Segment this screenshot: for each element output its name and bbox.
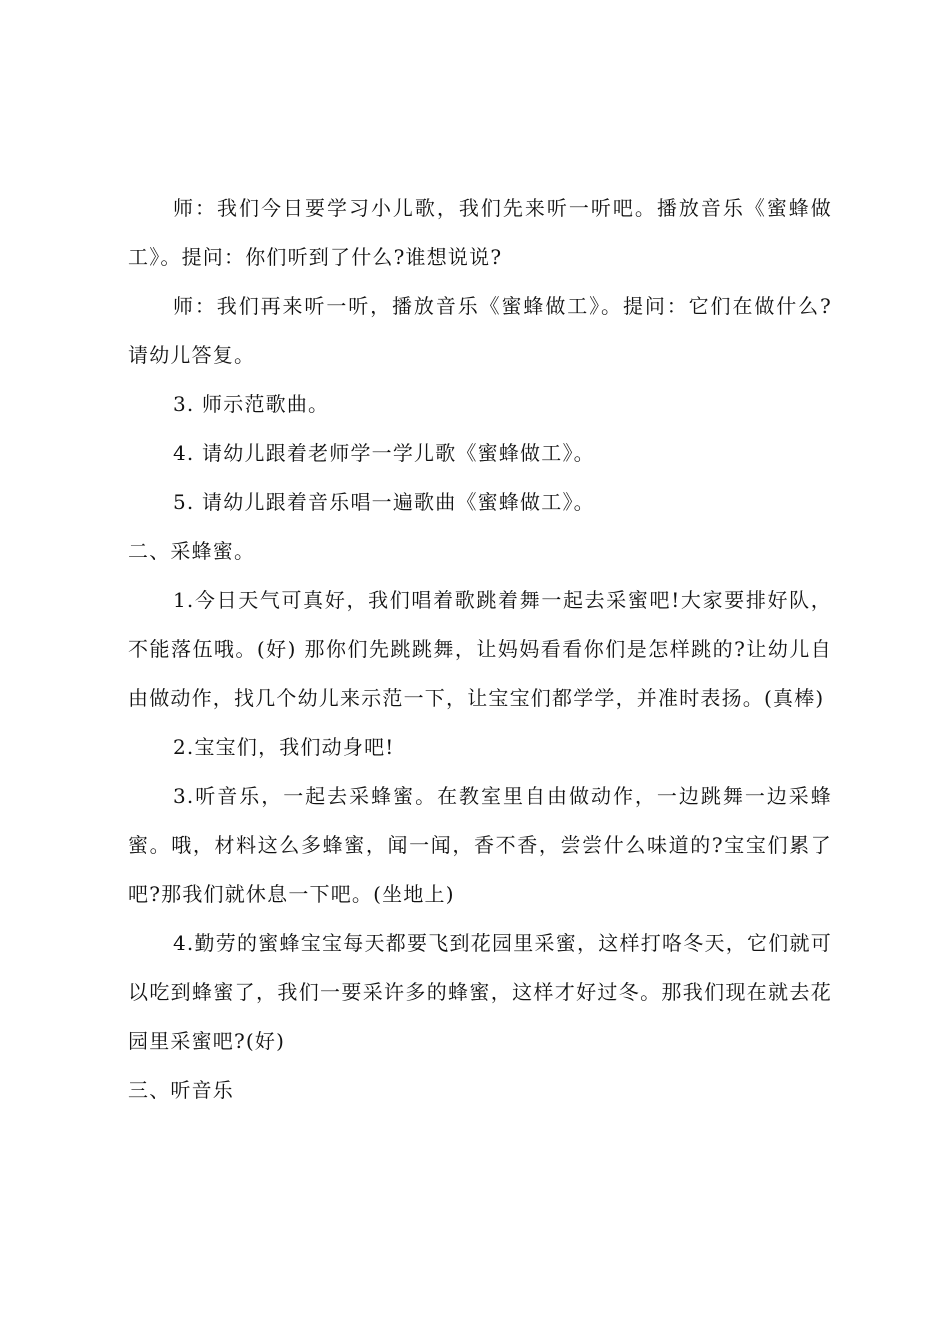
paragraph-item-4: 4.勤劳的蜜蜂宝宝每天都要飞到花园里采蜜，这样打咯冬天，它们就可以吃到蜂蜜了，我们一要采许多的蜂蜜，这样才好过冬。那我们现在就去花园里采蜜吧?(好) xyxy=(128,931,832,1053)
section-heading-3: 三、听音乐 xyxy=(128,1078,234,1102)
document-body xyxy=(128,184,832,1115)
section-heading-2: 二、采蜂蜜。 xyxy=(128,539,256,563)
paragraph-step-5: 5. 请幼儿跟着音乐唱一遍歌曲《蜜蜂做工》。 xyxy=(173,490,595,514)
paragraph-item-3: 3.听音乐，一起去采蜂蜜。在教室里自由做动作，一边跳舞一边采蜂蜜。哦，材料这么多蜂蜜，闻一闻，香不香，尝尝什么味道的?宝宝们累了吧?那我们就休息一下吧。(坐地上) xyxy=(128,784,832,906)
paragraph-step-3: 3. 师示范歌曲。 xyxy=(173,392,330,416)
paragraph-item-2: 2.宝宝们，我们动身吧! xyxy=(173,735,395,759)
paragraph-item-1: 1.今日天气可真好，我们唱着歌跳着舞一起去采蜜吧!大家要排好队，不能落伍哦。(好) 那你们先跳跳舞，让妈妈看看你们是怎样跳的?让幼儿自由做动作，找几个幼儿来示范一下，让宝宝们都学学，并准时表扬。(真棒) xyxy=(128,588,832,710)
paragraph-teacher-intro: 师：我们今日要学习小儿歌，我们先来听一听吧。播放音乐《蜜蜂做工》。提问：你们听到了什么?谁想说说? xyxy=(128,196,832,269)
paragraph-step-4: 4. 请幼儿跟着老师学一学儿歌《蜜蜂做工》。 xyxy=(173,441,595,465)
paragraph-teacher-listen-again: 师：我们再来听一听，播放音乐《蜜蜂做工》。提问：它们在做什么?请幼儿答复。 xyxy=(128,294,832,367)
